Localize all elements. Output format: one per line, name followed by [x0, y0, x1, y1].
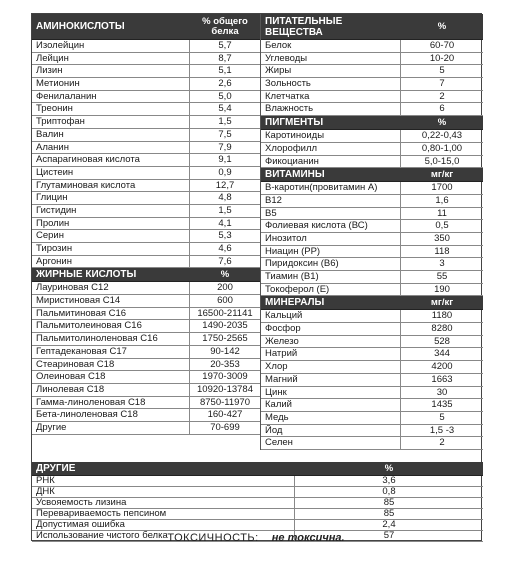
- miner-header: [261, 296, 483, 310]
- fatty-row-name: Пальмитолиноленовая С16: [36, 333, 158, 345]
- fatty-row-value: 8750-11970: [189, 397, 260, 409]
- nutr-header: [261, 14, 483, 40]
- amino-row-name: Тирозин: [36, 243, 73, 254]
- fatty-row: [32, 397, 260, 410]
- fatty-row-name: Пальмитолеиновая С16: [36, 320, 142, 332]
- fatty-row: [32, 422, 260, 435]
- other-row: [32, 498, 483, 509]
- other-row: [32, 509, 483, 520]
- fatty-row-value: 90-142: [189, 346, 260, 358]
- miner-row: [261, 323, 483, 336]
- nutr-row-name: Жиры: [265, 65, 292, 77]
- amino-row: [32, 116, 260, 129]
- miner-row-value: 2: [400, 437, 483, 449]
- vit-row: [261, 284, 483, 297]
- nutr-row-value: 2: [400, 91, 483, 103]
- amino-row-name: Метионин: [36, 78, 80, 90]
- toxicity-label: ТОКСИЧНОСТЬ:: [167, 532, 259, 544]
- miner-row-name: Фосфор: [265, 323, 301, 335]
- amino-row-value: 7,9: [189, 142, 260, 154]
- amino-row-value: 0,9: [189, 167, 260, 179]
- amino-row: [32, 65, 260, 78]
- other-row: [32, 520, 483, 531]
- amino-row: [32, 243, 260, 256]
- fatty-row-value: 200: [189, 282, 260, 294]
- amino-row-value: 5,1: [189, 65, 260, 77]
- fatty-row-name: Линолевая С18: [36, 383, 105, 395]
- amino-unit: % общего белка: [202, 15, 248, 37]
- other-row-value: 85: [294, 498, 483, 508]
- nutr-unit: %: [437, 20, 447, 32]
- fatty-row-value: 160-427: [189, 409, 260, 421]
- amino-row: [32, 218, 260, 231]
- miner-row-name: Селен: [265, 437, 293, 449]
- miner-row-name: Медь: [265, 411, 289, 423]
- vit-row: [261, 233, 483, 246]
- amino-row: [32, 167, 260, 180]
- other-row-name: Использование чистого белка: [36, 531, 168, 541]
- pigm-row-value: 0,22-0,43: [400, 130, 483, 142]
- amino-row-name: Лейцин: [36, 52, 69, 64]
- fatty-row-value: 600: [189, 295, 260, 307]
- miner-row-name: Кальций: [265, 310, 303, 322]
- vit-row-name: Пиридоксин (В6): [265, 258, 339, 270]
- other-row-name: Перевариваемость пепсином: [36, 509, 167, 519]
- amino-row-value: 5,7: [189, 40, 260, 52]
- other-row-name: Усвояемость лизина: [36, 498, 127, 508]
- miner-row: [261, 361, 483, 374]
- nutr-row-name: Углеводы: [265, 52, 308, 64]
- amino-row-value: 12,7: [189, 180, 260, 192]
- vit-header: [261, 168, 483, 182]
- fatty-row: [32, 333, 260, 346]
- pigm-row-name: Каротиноиды: [265, 130, 325, 142]
- other-row-name: РНК: [36, 476, 55, 486]
- vit-row: [261, 195, 483, 208]
- miner-row: [261, 387, 483, 400]
- miner-row-name: Железо: [265, 335, 299, 347]
- miner-row: [261, 336, 483, 349]
- miner-row-name: Хлор: [265, 361, 288, 373]
- vit-row-value: 1700: [400, 182, 483, 194]
- amino-row-value: 1,5: [189, 116, 260, 128]
- nutr-row-value: 5: [400, 65, 483, 77]
- other-unit: %: [384, 462, 394, 474]
- nutr-row-name: Зольность: [265, 78, 311, 90]
- other-header: [32, 462, 483, 476]
- toxicity-value: не токсична.: [271, 532, 345, 544]
- amino-row-value: 5,0: [189, 91, 260, 103]
- miner-row-name: Натрий: [265, 348, 298, 360]
- pigm-row: [261, 156, 483, 169]
- amino-row-value: 7,5: [189, 129, 260, 141]
- miner-row: [261, 348, 483, 361]
- amino-row: [32, 154, 260, 167]
- vit-row-name: B-каротин(провитамин А): [265, 182, 378, 194]
- vit-row-name: Инозитол: [265, 232, 307, 244]
- pigm-row-name: Фикоцианин: [265, 155, 319, 167]
- fatty-row-value: 16500-21141: [189, 308, 260, 320]
- nutr-row: [261, 53, 483, 66]
- fatty-row-name: Лауриновая С12: [36, 282, 109, 294]
- pigm-row-value: 5,0-15,0: [400, 156, 483, 168]
- fatty-row: [32, 409, 260, 422]
- fatty-row-name: Олеиновая С18: [36, 371, 106, 383]
- vit-unit: мг/кг: [430, 168, 454, 180]
- fatty-row-name: Гептадекановая С17: [36, 345, 127, 357]
- vit-row: [261, 246, 483, 259]
- miner-row: [261, 412, 483, 425]
- fatty-row: [32, 308, 260, 321]
- nutr-row: [261, 65, 483, 78]
- vit-row: [261, 208, 483, 221]
- miner-row-name: Магний: [265, 373, 298, 385]
- amino-row-name: Аспарагиновая кислота: [36, 154, 140, 166]
- nutr-row: [261, 91, 483, 104]
- amino-row-name: Аланин: [36, 141, 69, 153]
- miner-unit: мг/кг: [430, 296, 454, 308]
- amino-row: [32, 40, 260, 53]
- amino-row-value: 1,5: [189, 205, 260, 217]
- nutr-row: [261, 103, 483, 116]
- fatty-row-name: Гамма-линоленовая С18: [36, 396, 146, 408]
- amino-row-value: 8,7: [189, 53, 260, 65]
- nutr-row-name: Влажность: [265, 103, 314, 115]
- amino-row-value: 9,1: [189, 154, 260, 166]
- pigm-row: [261, 130, 483, 143]
- amino-row-name: Валин: [36, 128, 64, 140]
- amino-row: [32, 91, 260, 104]
- nutr-title: ПИТАТЕЛЬНЫЕ ВЕЩЕСТВА: [265, 15, 343, 38]
- fatty-row: [32, 346, 260, 359]
- amino-row: [32, 78, 260, 91]
- vit-row-value: 350: [400, 233, 483, 245]
- vit-title: ВИТАМИНЫ: [265, 169, 325, 181]
- vit-row: [261, 182, 483, 195]
- nutrition-table: [31, 13, 482, 541]
- pigm-unit: %: [437, 116, 447, 128]
- nutr-row-value: 10-20: [400, 53, 483, 65]
- other-row-value: 3,6: [294, 476, 483, 486]
- amino-row-value: 5,3: [189, 230, 260, 242]
- fatty-row: [32, 384, 260, 397]
- miner-row-value: 1663: [400, 374, 483, 386]
- amino-row-name: Аргонин: [36, 255, 72, 267]
- nutr-row: [261, 78, 483, 91]
- miner-row-name: Калий: [265, 399, 292, 411]
- fatty-header: [32, 268, 260, 282]
- amino-row-name: Треонин: [36, 103, 73, 115]
- amino-row-name: Фенилаланин: [36, 90, 97, 102]
- fatty-row-value: 1970-3009: [189, 371, 260, 383]
- amino-row-value: 2,6: [189, 78, 260, 90]
- pigm-row-name: Хлорофилл: [265, 142, 318, 154]
- nutr-row-value: 6: [400, 103, 483, 115]
- miner-title: МИНЕРАЛЫ: [265, 297, 325, 309]
- amino-row: [32, 230, 260, 243]
- fatty-row-name: Пальмитиновая С16: [36, 307, 127, 319]
- amino-row-value: 4,1: [189, 218, 260, 230]
- miner-row: [261, 399, 483, 412]
- amino-row-name: Глицин: [36, 192, 68, 204]
- amino-row: [32, 205, 260, 218]
- other-row-value: 0,8: [294, 487, 483, 497]
- amino-row-name: Пролин: [36, 217, 70, 229]
- fatty-row-value: 1490-2035: [189, 320, 260, 332]
- vit-row-value: 0,5: [400, 220, 483, 232]
- miner-row-name: Цинк: [265, 386, 287, 398]
- vit-row-value: 190: [400, 284, 483, 296]
- amino-row: [32, 256, 260, 269]
- amino-row-name: Глутаминовая кислота: [36, 179, 136, 191]
- vit-row-value: 1,6: [400, 195, 483, 207]
- vit-row-value: 11: [400, 208, 483, 220]
- other-title: ДРУГИЕ: [36, 463, 76, 474]
- nutr-row-name: Клетчатка: [265, 90, 310, 102]
- toxicity-line: [0, 532, 512, 544]
- amino-row-name: Цистеин: [36, 166, 74, 178]
- amino-row: [32, 180, 260, 193]
- amino-row-value: 7,6: [189, 256, 260, 268]
- pigm-header: [261, 116, 483, 130]
- fatty-row-value: 20-353: [189, 359, 260, 371]
- miner-row-value: 1180: [400, 310, 483, 322]
- fatty-row-value: 10920-13784: [189, 384, 260, 396]
- other-row-name: ДНК: [36, 487, 55, 497]
- miner-row-value: 344: [400, 348, 483, 360]
- amino-row: [32, 103, 260, 116]
- amino-row-value: 4,8: [189, 192, 260, 204]
- pigm-title: ПИГМЕНТЫ: [265, 117, 324, 129]
- amino-row: [32, 129, 260, 142]
- fatty-row: [32, 371, 260, 384]
- vit-row-name: B12: [265, 194, 282, 206]
- fatty-row-name: Стеариновая С18: [36, 358, 115, 370]
- vit-row-value: 3: [400, 258, 483, 270]
- miner-row: [261, 374, 483, 387]
- vit-row: [261, 258, 483, 271]
- amino-title: АМИНОКИСЛОТЫ: [36, 21, 125, 32]
- vit-row: [261, 220, 483, 233]
- nutr-row-value: 60-70: [400, 40, 483, 52]
- pigm-row: [261, 143, 483, 156]
- vit-row-name: B5: [265, 207, 277, 219]
- nutr-row-name: Белок: [265, 40, 292, 51]
- miner-row-value: 5: [400, 412, 483, 424]
- miner-row-value: 8280: [400, 323, 483, 335]
- vit-row-value: 118: [400, 246, 483, 258]
- fatty-row: [32, 282, 260, 295]
- other-section: [32, 462, 483, 542]
- amino-row-name: Триптофан: [36, 116, 85, 128]
- miner-row-value: 30: [400, 387, 483, 399]
- fatty-row: [32, 359, 260, 372]
- other-row-name: Допустимая ошибка: [36, 520, 125, 530]
- other-row: [32, 476, 483, 487]
- other-row-value: 85: [294, 509, 483, 519]
- miner-row-value: 1435: [400, 399, 483, 411]
- fatty-title: ЖИРНЫЕ КИСЛОТЫ: [36, 269, 137, 281]
- fatty-unit: %: [220, 268, 230, 280]
- amino-row-name: Лизин: [36, 65, 63, 77]
- amino-row-name: Гистидин: [36, 204, 77, 216]
- vit-row-name: Токоферол (Е): [265, 283, 330, 295]
- miner-row: [261, 310, 483, 323]
- fatty-row: [32, 295, 260, 308]
- miner-row: [261, 425, 483, 438]
- fatty-row: [32, 320, 260, 333]
- vit-row: [261, 271, 483, 284]
- other-row-value: 2,4: [294, 520, 483, 530]
- right-column: [260, 14, 483, 450]
- amino-row: [32, 142, 260, 155]
- vit-row-name: Тиамин (В1): [265, 271, 319, 282]
- fatty-row-name: Бета-линоленовая С18: [36, 409, 138, 421]
- miner-row-name: Йод: [265, 424, 283, 436]
- amino-row: [32, 53, 260, 66]
- left-column: [32, 14, 260, 435]
- miner-row-value: 4200: [400, 361, 483, 373]
- other-row-value: 57: [294, 531, 483, 541]
- vit-row-value: 55: [400, 271, 483, 283]
- fatty-row-name: Другие: [36, 421, 67, 433]
- amino-row-name: Изолейцин: [36, 40, 85, 51]
- amino-row-name: Серин: [36, 230, 64, 242]
- amino-row: [32, 192, 260, 205]
- miner-row: [261, 437, 483, 450]
- fatty-row-value: 70-699: [189, 422, 260, 434]
- fatty-row-value: 1750-2565: [189, 333, 260, 345]
- vit-row-name: Фолиевая кислота (ВС): [265, 220, 368, 232]
- amino-header: [32, 14, 260, 40]
- amino-row-value: 5,4: [189, 103, 260, 115]
- other-row: [32, 487, 483, 498]
- miner-row-value: 1,5 -3: [400, 425, 483, 437]
- pigm-row-value: 0,80-1,00: [400, 143, 483, 155]
- nutr-row: [261, 40, 483, 53]
- vit-row-name: Ниацин (РР): [265, 245, 321, 257]
- miner-row-value: 528: [400, 336, 483, 348]
- fatty-row-name: Миристиновая С14: [36, 295, 121, 307]
- nutr-row-value: 7: [400, 78, 483, 90]
- amino-row-value: 4,6: [189, 243, 260, 255]
